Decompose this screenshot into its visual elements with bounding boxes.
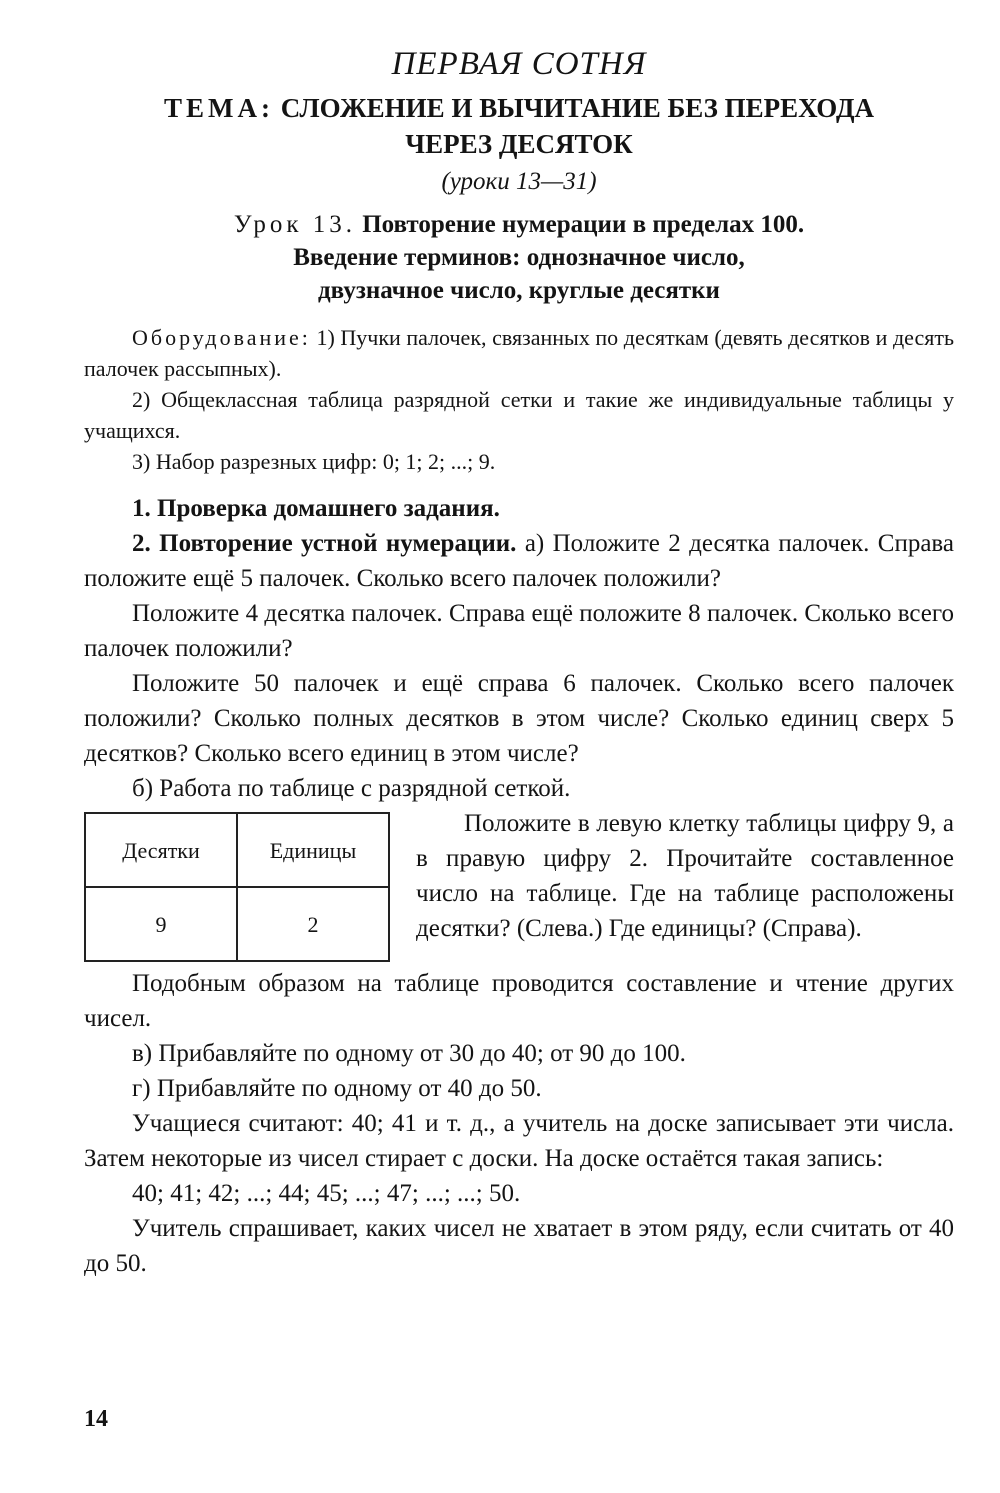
table-cell-ones: 2 bbox=[237, 887, 389, 961]
paragraph: Подобным образом на таблице проводится составление и чтение других чисел. bbox=[84, 970, 954, 1032]
paragraph: б) Работа по таблице с разрядной сеткой. bbox=[132, 775, 571, 802]
part-heading: ПЕРВАЯ СОТНЯ bbox=[391, 46, 647, 82]
lesson-label: Урок 13. bbox=[233, 211, 356, 238]
lesson-line-3: двузначное число, круглые десятки bbox=[318, 277, 720, 304]
page bbox=[84, 38, 954, 1281]
number-sequence: 40; 41; 42; ...; 44; 45; ...; 47; ...; ...; 50. bbox=[132, 1180, 521, 1207]
equipment-item-3: 3) Набор разрезных цифр: 0; 1; 2; ...; 9. bbox=[132, 449, 496, 474]
section-1-title: 1. Проверка домашнего задания. bbox=[132, 495, 500, 522]
lessons-range: (уроки 13—31) bbox=[441, 168, 597, 195]
lesson-body bbox=[84, 491, 954, 1281]
page-number: 14 bbox=[84, 1406, 108, 1432]
paragraph: Учащиеся считают: 40; 41 и т. д., а учитель на доске записывает эти числа. Затем некоторые из чисел стирает с доски. На доске остаётся такая запись: bbox=[84, 1110, 954, 1172]
lesson-line-1: Повторение нумерации в пределах 100. bbox=[362, 211, 805, 238]
theme-label: ТЕМА: bbox=[163, 93, 274, 123]
theme-line-2: ЧЕРЕЗ ДЕСЯТОК bbox=[405, 129, 633, 159]
equipment-item-1: Оборудование: 1) Пучки палочек, связанных по десяткам (девять десятков и десять палочек рассыпных). bbox=[84, 325, 955, 381]
table-row bbox=[85, 887, 389, 961]
equipment-label: Оборудование: bbox=[132, 325, 311, 350]
theme-heading bbox=[84, 90, 954, 162]
paragraph: Положите в левую клетку таблицы цифру 9, а в правую цифру 2. Прочитайте составленное число на таблице. Где на таблице расположены десятки? (Слева.) Где единицы? (Справа). bbox=[416, 810, 954, 942]
paragraph: Учитель спрашивает, каких чисел не хватает в этом ряду, если считать от 40 до 50. bbox=[84, 1215, 954, 1277]
paragraph: в) Прибавляйте по одному от 30 до 40; от 90 до 100. bbox=[132, 1040, 686, 1067]
table-row bbox=[85, 813, 389, 887]
lesson-heading bbox=[84, 208, 954, 307]
table-cell-tens: 9 bbox=[85, 887, 237, 961]
table-header-tens: Десятки bbox=[85, 813, 237, 887]
equipment-section bbox=[84, 322, 954, 477]
equipment-item-2: 2) Общеклассная таблица разрядной сетки и такие же индивидуальные таблицы у учащихся. bbox=[84, 387, 954, 443]
place-value-table bbox=[84, 812, 390, 962]
section-2-paragraph: 2. Повторение устной нумерации. а) Положите 2 десятка палочек. Справа положите ещё 5 палочек. Сколько всего палочек положили? bbox=[84, 530, 955, 592]
paragraph: г) Прибавляйте по одному от 40 до 50. bbox=[132, 1075, 542, 1102]
theme-line-1: СЛОЖЕНИЕ И ВЫЧИТАНИЕ БЕЗ ПЕРЕХОДА bbox=[280, 93, 875, 123]
lesson-line-2: Введение терминов: однозначное число, bbox=[293, 244, 745, 271]
paragraph: Положите 50 палочек и ещё справа 6 палочек. Сколько всего палочек положили? Сколько полных десятков в этом числе? Сколько единиц сверх 5 десятков? Сколько всего единиц в этом числе? bbox=[84, 670, 954, 767]
section-2-title: 2. Повторение устной нумерации. bbox=[132, 530, 517, 557]
table-header-ones: Единицы bbox=[237, 813, 389, 887]
paragraph: Положите 4 десятка палочек. Справа ещё положите 8 палочек. Сколько всего палочек положили? bbox=[84, 600, 954, 662]
